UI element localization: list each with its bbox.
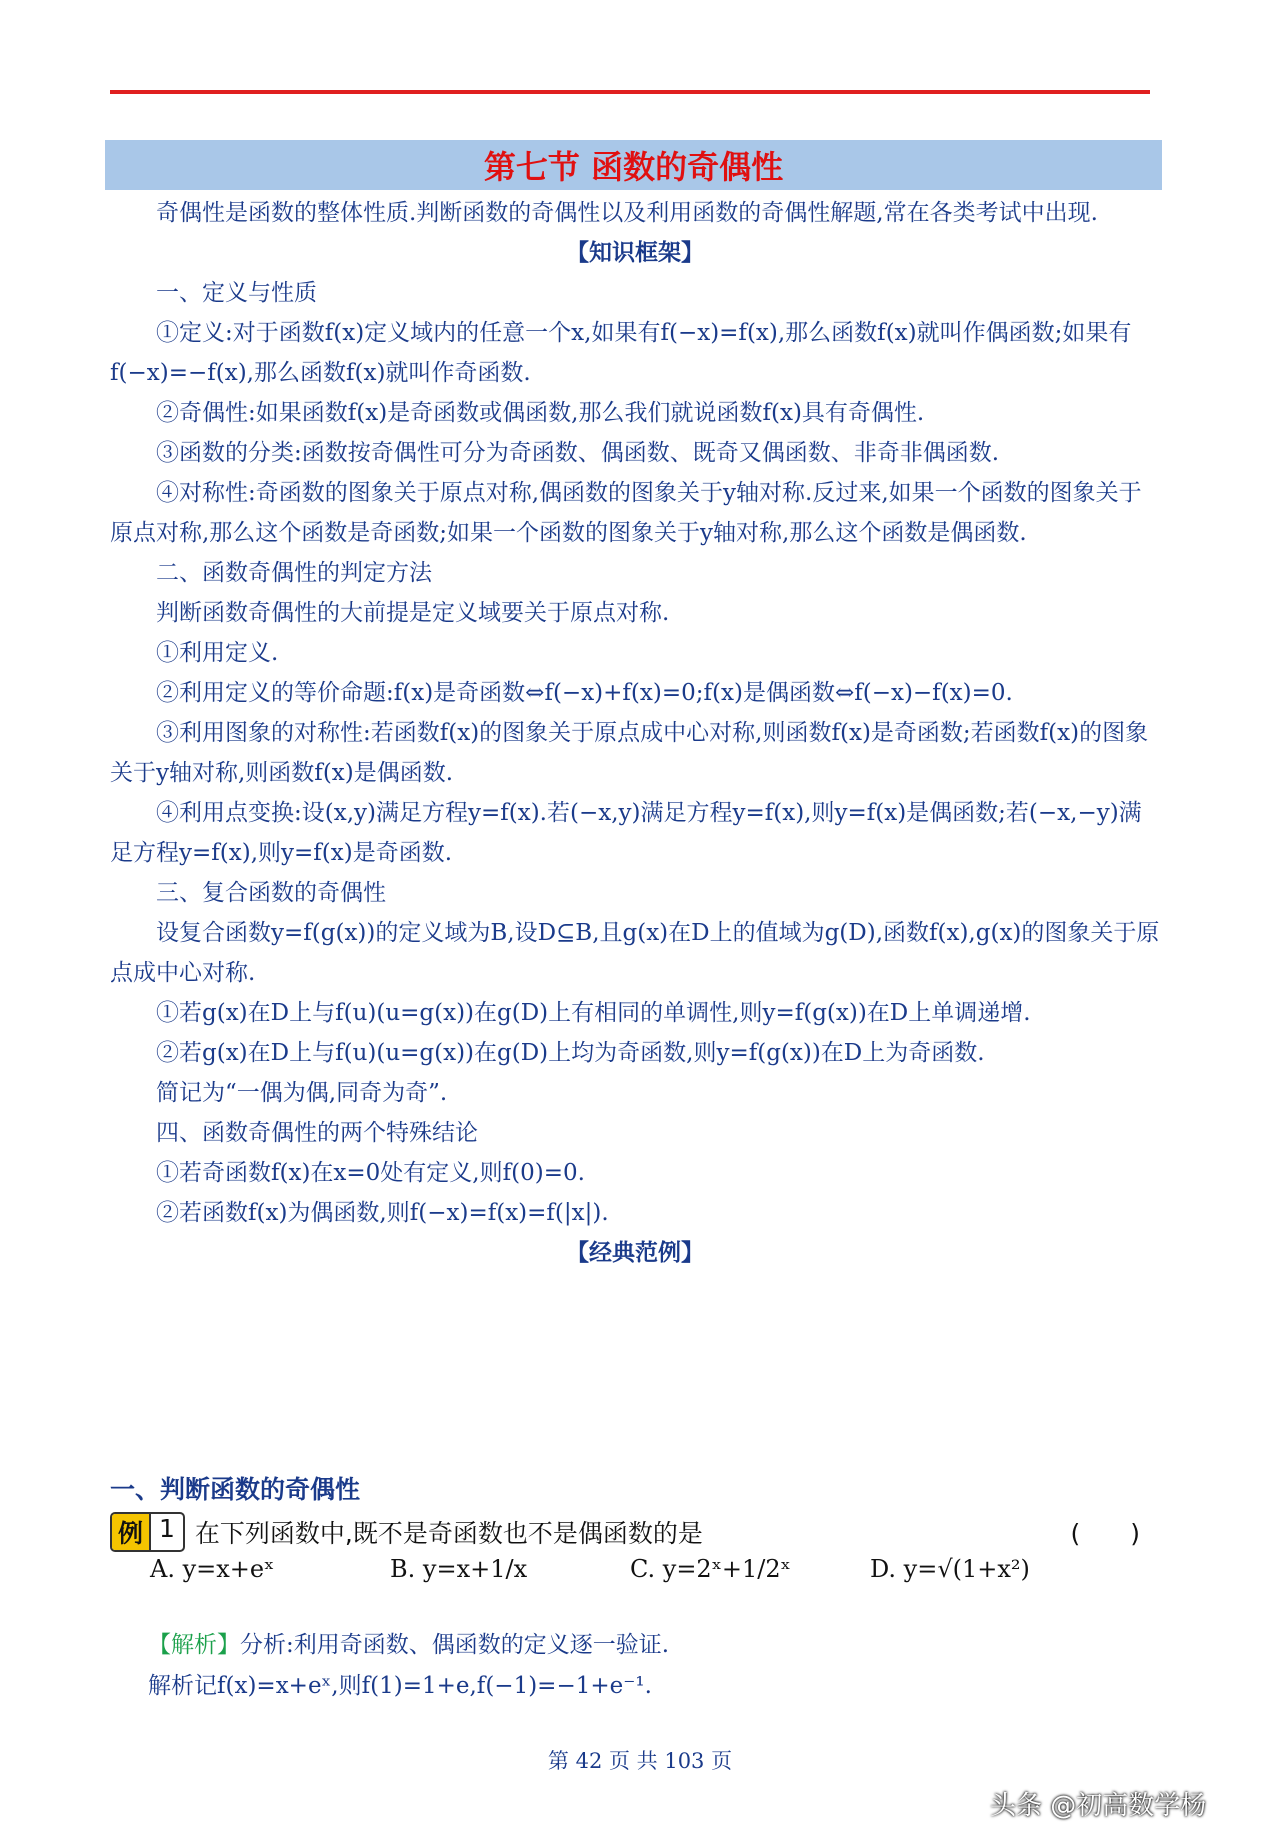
example-badge [110,1512,185,1552]
symmetry-paragraph: ④对称性:奇函数的图象关于原点对称,偶函数的图象关于y轴对称.反过来,如果一个函数的图象关于原点对称,那么这个函数是奇函数;如果一个函数的图象关于y轴对称,那么这个函数是偶函数. [110,480,1142,546]
section-heading-4: 四、函数奇偶性的两个特殊结论 [156,1120,478,1146]
solution [148,1625,1148,1707]
method-1: ①利用定义. [156,640,279,666]
classification-paragraph: ③函数的分类:函数按奇偶性可分为奇函数、偶函数、既奇又偶函数、非奇非偶函数. [156,440,1000,466]
solution-line-2: 解析记f(x)=x+eˣ,则f(1)=1+e,f(−1)=−1+e⁻¹. [148,1673,652,1699]
body-text [110,193,1160,1273]
choice-d: D. y=√(1+x²) [870,1555,1030,1583]
conclusion-2: ②若函数f(x)为偶函数,则f(−x)=f(x)=f(|x|). [156,1200,609,1226]
conclusion-1: ①若奇函数f(x)在x=0处有定义,则f(0)=0. [156,1160,585,1186]
method-3: ③利用图象的对称性:若函数f(x)的图象关于原点成中心对称,则函数f(x)是奇函数;若函数f(x)的图象关于y轴对称,则函数f(x)是偶函数. [110,720,1149,786]
composite-rule-2: ②若g(x)在D上与f(u)(u=g(x))在g(D)上均为奇函数,则y=f(g(x))在D上为奇函数. [156,1040,985,1066]
section-title-bar [105,140,1162,190]
composite-setup: 设复合函数y=f(g(x))的定义域为B,设D⊆B,且g(x)在D上的值域为g(D),函数f(x),g(x)的图象关于原点成中心对称. [110,920,1160,986]
choice-c: C. y=2ˣ+1/2ˣ [630,1555,791,1583]
premise-paragraph: 判断函数奇偶性的大前提是定义域要关于原点对称. [156,600,670,626]
watermark: 头条 @初高数学杨 [990,1791,1207,1821]
choice-a: A. y=x+eˣ [150,1555,275,1583]
examples-heading: 【经典范例】 [566,1239,704,1266]
framework-heading: 【知识框架】 [566,239,704,266]
definition-paragraph: ①定义:对于函数f(x)定义域内的任意一个x,如果有f(−x)=f(x),那么函数f(x)就叫作偶函数;如果有f(−x)=−f(x),那么函数f(x)就叫作奇函数. [110,320,1132,386]
solution-tag: 【解析】 [148,1632,240,1658]
example-tag: 例 [112,1514,149,1550]
intro-paragraph: 奇偶性是函数的整体性质.判断函数的奇偶性以及利用函数的奇偶性解题,常在各类考试中出现. [156,200,1098,226]
example-question [110,1512,1160,1552]
section-heading-3: 三、复合函数的奇偶性 [156,880,386,906]
choice-b: B. y=x+1/x [390,1555,528,1583]
solution-line-1 [148,1625,1148,1666]
page-footer: 第 42 页 共 103 页 [547,1749,733,1773]
composite-summary: 简记为“一偶为偶,同奇为奇”. [156,1080,448,1106]
example-number: 1 [149,1514,183,1550]
question-text: 在下列函数中,既不是奇函数也不是偶函数的是 [194,1519,703,1548]
top-red-rule [110,90,1150,94]
parity-paragraph: ②奇偶性:如果函数f(x)是奇函数或偶函数,那么我们就说函数f(x)具有奇偶性. [156,400,925,426]
answer-parentheses: ( ) [1070,1519,1140,1548]
section-title: 第七节 函数的奇偶性 [483,148,784,186]
section-heading-1: 一、定义与性质 [156,280,317,306]
composite-rule-1: ①若g(x)在D上与f(u)(u=g(x))在g(D)上有相同的单调性,则y=f(g(x))在D上单调递增. [156,1000,1031,1026]
section-heading-2: 二、函数奇偶性的判定方法 [156,560,432,586]
method-4: ④利用点变换:设(x,y)满足方程y=f(x).若(−x,y)满足方程y=f(x),则y=f(x)是偶函数;若(−x,−y)满足方程y=f(x),则y=f(x)是奇函数. [110,800,1142,866]
method-2: ②利用定义的等价命题:f(x)是奇函数⇔f(−x)+f(x)=0;f(x)是偶函数⇔f(−x)−f(x)=0. [156,680,1013,706]
choices [150,1555,1150,1583]
solution-analysis: 分析:利用奇函数、偶函数的定义逐一验证. [240,1632,670,1658]
part-title: 一、判断函数的奇偶性 [110,1475,361,1504]
